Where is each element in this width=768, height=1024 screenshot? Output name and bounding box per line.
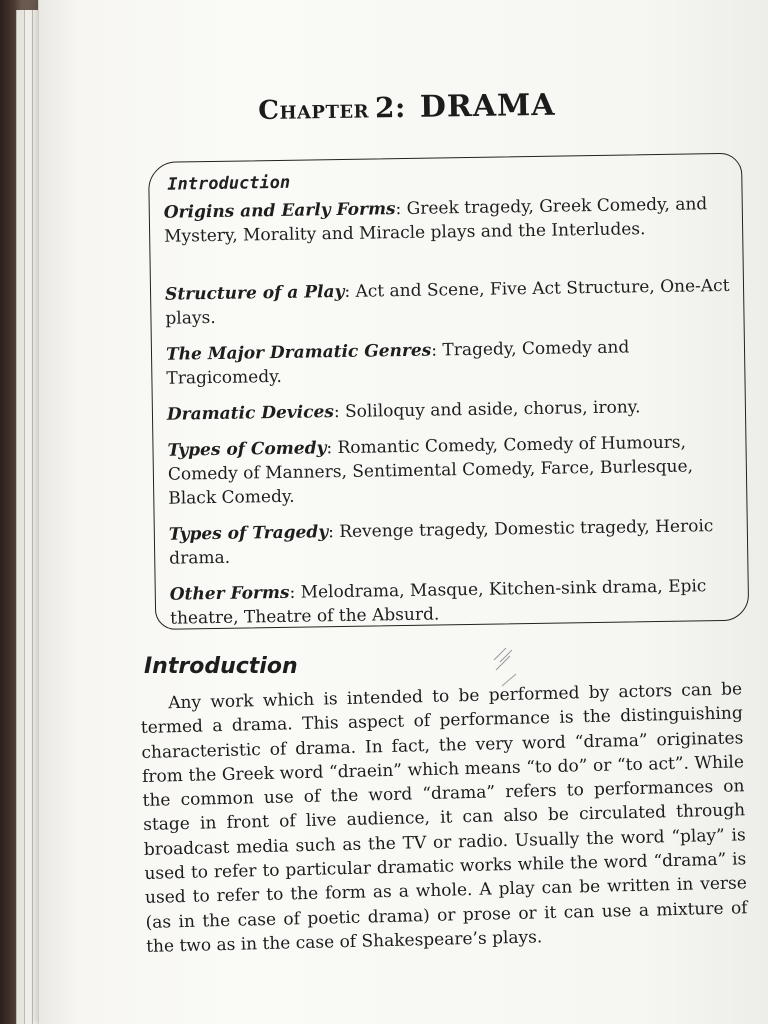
summary-item-label: Dramatic Devices — [166, 402, 335, 425]
summary-item-structure — [165, 274, 736, 331]
summary-item-label: Types of Tragedy — [168, 522, 329, 545]
summary-item-comedy — [167, 430, 738, 511]
summary-item-text: : Tragedy, Comedy and Tragicomedy. — [166, 337, 630, 389]
body-paragraph: Any work which is intended to be performed by actors can be termed a drama. This aspect of performance is the distinguishing characteristic of drama. In fact, the very word “drama” originates from the Greek word “draein” which means “to do” or “to act”. While the common use of the word “drama” refers to performances on stage in front of live audience, it can also be circulated through broadcast media such as the TV or radio. Usually the word “play” is used to refer to particular dramatic works while the word “drama” is used to refer to the form as a whole. A play can be written in verse (as in the case of poetic drama) or prose or it can use a mixture of the two as in the case of Shakespeare’s plays. — [140, 679, 748, 957]
summary-item-origins — [164, 192, 735, 249]
chapter-summary-box — [148, 153, 749, 630]
chapter-title — [258, 88, 556, 127]
summary-item-text: : Greek tragedy, Greek Comedy, and Mystery, Morality and Miracle plays and the Interludes. — [164, 194, 708, 247]
summary-item-label: Structure of a Play — [164, 281, 345, 305]
summary-item-label: Other Forms — [169, 582, 290, 605]
summary-item-other-forms — [170, 574, 741, 631]
summary-item-text: : Revenge tragedy, Domestic tragedy, Heroic drama. — [169, 516, 714, 569]
summary-item-tragedy — [169, 514, 740, 571]
summary-item-devices — [167, 394, 737, 427]
section-heading: Introduction — [144, 654, 298, 679]
summary-item-text: : Melodrama, Masque, Kitchen-sink drama, Epic theatre, Theatre of the Absurd. — [170, 576, 707, 629]
summary-item-label: Types of Comedy — [167, 438, 327, 461]
chapter-word: Chapter — [258, 94, 370, 126]
summary-item-genres — [166, 334, 737, 391]
chapter-name: DRAMA — [419, 87, 556, 125]
summary-item-label: The Major Dramatic Genres — [165, 340, 432, 365]
summary-item-text: : Romantic Comedy, Comedy of Humours, Comedy of Manners, Sentimental Comedy, Farce, Burlesque, Black Comedy. — [167, 432, 694, 509]
summary-item-label: Origins and Early Forms — [163, 199, 396, 223]
chapter-number: 2: — [374, 90, 407, 125]
summary-item-text: : Act and Scene, Five Act Structure, One-Act plays. — [165, 275, 730, 329]
summary-heading: Introduction — [167, 172, 291, 195]
summary-item-text: : Soliloquy and aside, chorus, irony. — [333, 397, 641, 423]
